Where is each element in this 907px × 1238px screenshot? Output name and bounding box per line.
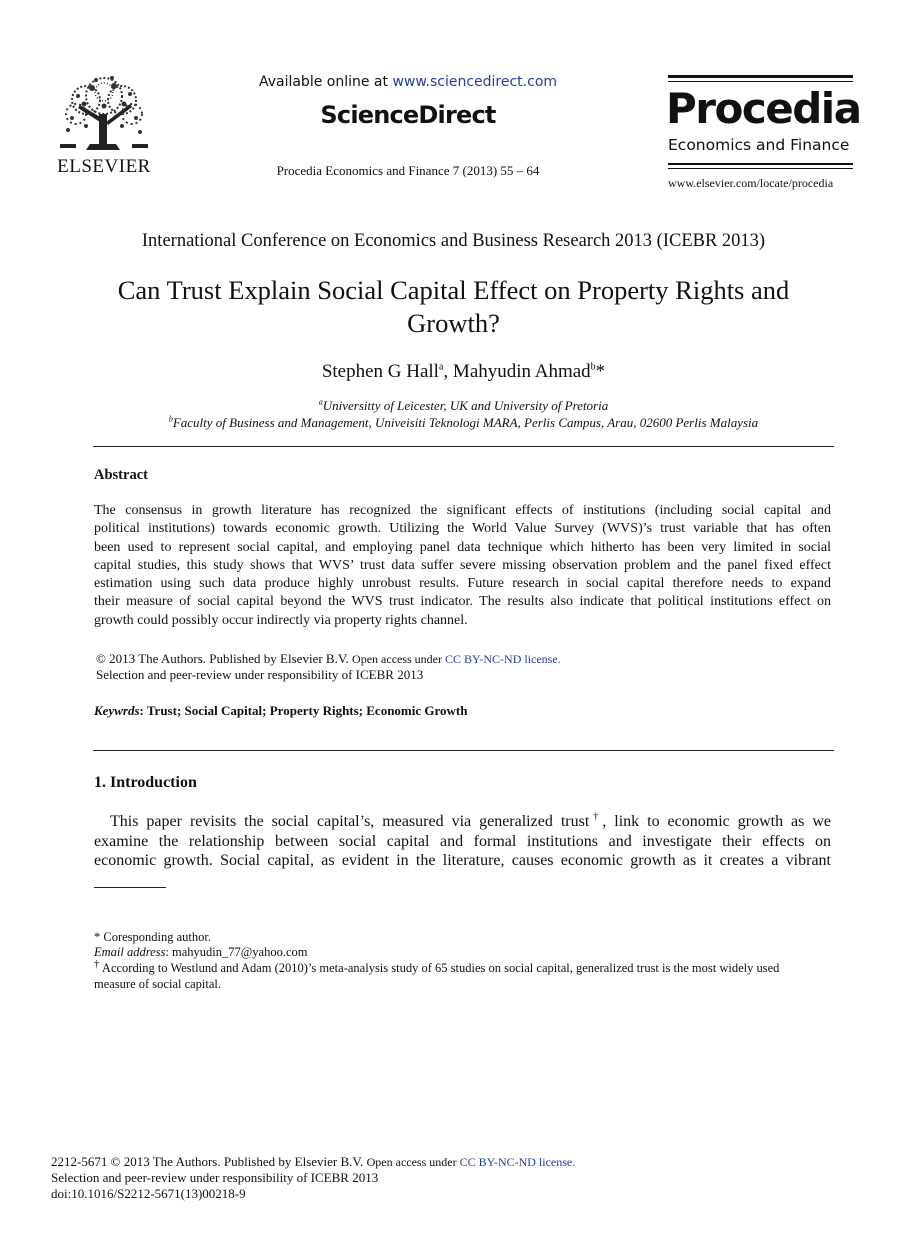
affiliation-a-marker: a <box>318 397 323 407</box>
intro-line: economic growth. Social capital, as evident in the literature, causes economic growth as it creates a vibrant <box>94 852 831 869</box>
procedia-rule-top1 <box>668 75 853 78</box>
procedia-title: Procedia <box>666 84 861 133</box>
footer-doi[interactable]: doi:10.1016/S2212-5671(13)00218-9 <box>51 1186 246 1201</box>
affiliation-a <box>0 398 907 414</box>
paper-title-line2: Growth? <box>407 308 500 338</box>
introduction-heading: 1. Introduction <box>94 774 197 791</box>
available-online-label: Available online at <box>258 74 393 90</box>
affiliation-a-text: Universitty of Leicester, UK and University of Pretoria <box>322 398 609 413</box>
footnote-corresponding: * Coresponding author. <box>94 930 212 944</box>
abstract-last-line: growth could possibly occur indirectly via property rights channel. <box>94 612 468 628</box>
abstract-line: capital studies, this study shows that WVS’ trust data suffer severe missing observation problem and the panel fixed effect <box>94 557 831 573</box>
footnote-marker-dagger[interactable]: † <box>589 811 603 823</box>
introduction-body <box>94 812 831 871</box>
paper-title <box>40 274 867 340</box>
intro-line: examine the relationship between social capital and formal institutions and investigate their effects on <box>94 832 831 850</box>
footnote-text-line1: According to Westlund and Adam (2010)’s meta-analysis study of 65 studies on social capital, generalized trust is the most widely used <box>99 961 780 975</box>
footer-license-link[interactable]: CC BY-NC-ND license. <box>459 1155 576 1169</box>
footer-copyright: 2212-5671 © 2013 The Authors. Published by Elsevier B.V. <box>51 1154 367 1169</box>
procedia-rule-mid <box>668 163 853 165</box>
divider-bottom <box>93 750 834 751</box>
author-ahmad: Mahyudin Ahmad <box>452 361 591 382</box>
author-separator: , <box>443 361 453 382</box>
procedia-rule-mid2 <box>668 168 853 169</box>
copyright-text: © 2013 The Authors. Published by Elsevier B.V. <box>96 651 353 666</box>
keywords-label: Keywrds <box>94 703 140 718</box>
procedia-rule-top2 <box>668 81 853 82</box>
footnote-dagger: † <box>94 957 100 970</box>
intro-line1-text: This paper revisits the social capital’s, measured via generalized trust <box>110 813 590 830</box>
footnote-email <box>94 945 307 960</box>
abstract-line: estimation using such data produce highly unrobust results. Future research in social capital therefore needs to expand <box>94 576 831 592</box>
conference-name: International Conference on Economics and Business Research 2013 (ICEBR 2013) <box>141 231 766 251</box>
journal-citation: Procedia Economics and Finance 7 (2013) 55 – 64 <box>276 163 540 178</box>
abstract-line: their measure of social capital beyond the WVS trust indicator. The results also indicate that political institutions effect on <box>94 594 831 610</box>
elsevier-tree-icon <box>56 74 152 156</box>
paper-title-line1: Can Trust Explain Social Capital Effect on Property Rights and <box>117 275 790 305</box>
affiliation-b-text: Faculty of Business and Management, Univeisiti Teknologi MARA, Perlis Campus, Arau, 02600 Perlis Malaysia <box>172 415 759 430</box>
available-online <box>228 74 588 91</box>
footer-selection: Selection and peer-review under responsibility of ICEBR 2013 <box>51 1170 379 1185</box>
intro-line1-end: , link to economic growth as we <box>602 813 832 830</box>
sciencedirect-url-link[interactable]: www.sciencedirect.com <box>392 74 558 90</box>
abstract-body <box>94 502 831 630</box>
authors <box>0 361 907 383</box>
footer-issn <box>51 1154 575 1170</box>
footnote-separator <box>94 887 166 888</box>
footnote-line1 <box>94 957 834 976</box>
abstract-line: political institutions) towards economic growth. Utilizing the World Value Survey (WVS)’s trust variable that has often <box>94 521 831 537</box>
author-hall: Stephen G Hall <box>321 361 439 382</box>
license-link[interactable]: CC BY-NC-ND license. <box>445 652 561 666</box>
abstract-copyright <box>96 651 561 667</box>
keywords <box>94 703 468 719</box>
intro-line <box>94 812 831 832</box>
email-label: Email address <box>94 945 166 959</box>
affiliation-b <box>0 415 907 431</box>
open-access-label: Open access under <box>352 652 446 666</box>
keywords-list: : Trust; Social Capital; Property Rights; Economic Growth <box>139 703 468 718</box>
corresponding-star: * <box>595 361 606 382</box>
abstract-line: been used to represent social capital, and employing panel data technique which hitherto has been very limited in social <box>94 539 831 555</box>
footer-open-access: Open access under <box>366 1155 460 1169</box>
divider-top <box>93 446 834 447</box>
affiliation-b-marker: b <box>168 414 173 424</box>
abstract-selection: Selection and peer-review under responsibility of ICEBR 2013 <box>96 667 424 682</box>
abstract-line: The consensus in growth literature has recognized the significant effects of institutions (including social capital and <box>94 503 831 518</box>
author-hall-affiliation: a <box>438 361 444 373</box>
footnote-line2: measure of social capital. <box>94 977 222 991</box>
author-ahmad-affiliation: b <box>590 361 596 373</box>
elsevier-wordmark: ELSEVIER <box>57 156 151 177</box>
footnote-dagger-note <box>94 957 834 992</box>
procedia-subtitle: Economics and Finance <box>668 136 850 154</box>
elsevier-logo <box>56 74 152 178</box>
procedia-url[interactable]: www.elsevier.com/locate/procedia <box>668 176 834 190</box>
sciencedirect-logo: ScienceDirect <box>320 101 496 129</box>
email-address[interactable]: : mahyudin_77@yahoo.com <box>165 945 308 959</box>
abstract-heading: Abstract <box>94 467 148 483</box>
